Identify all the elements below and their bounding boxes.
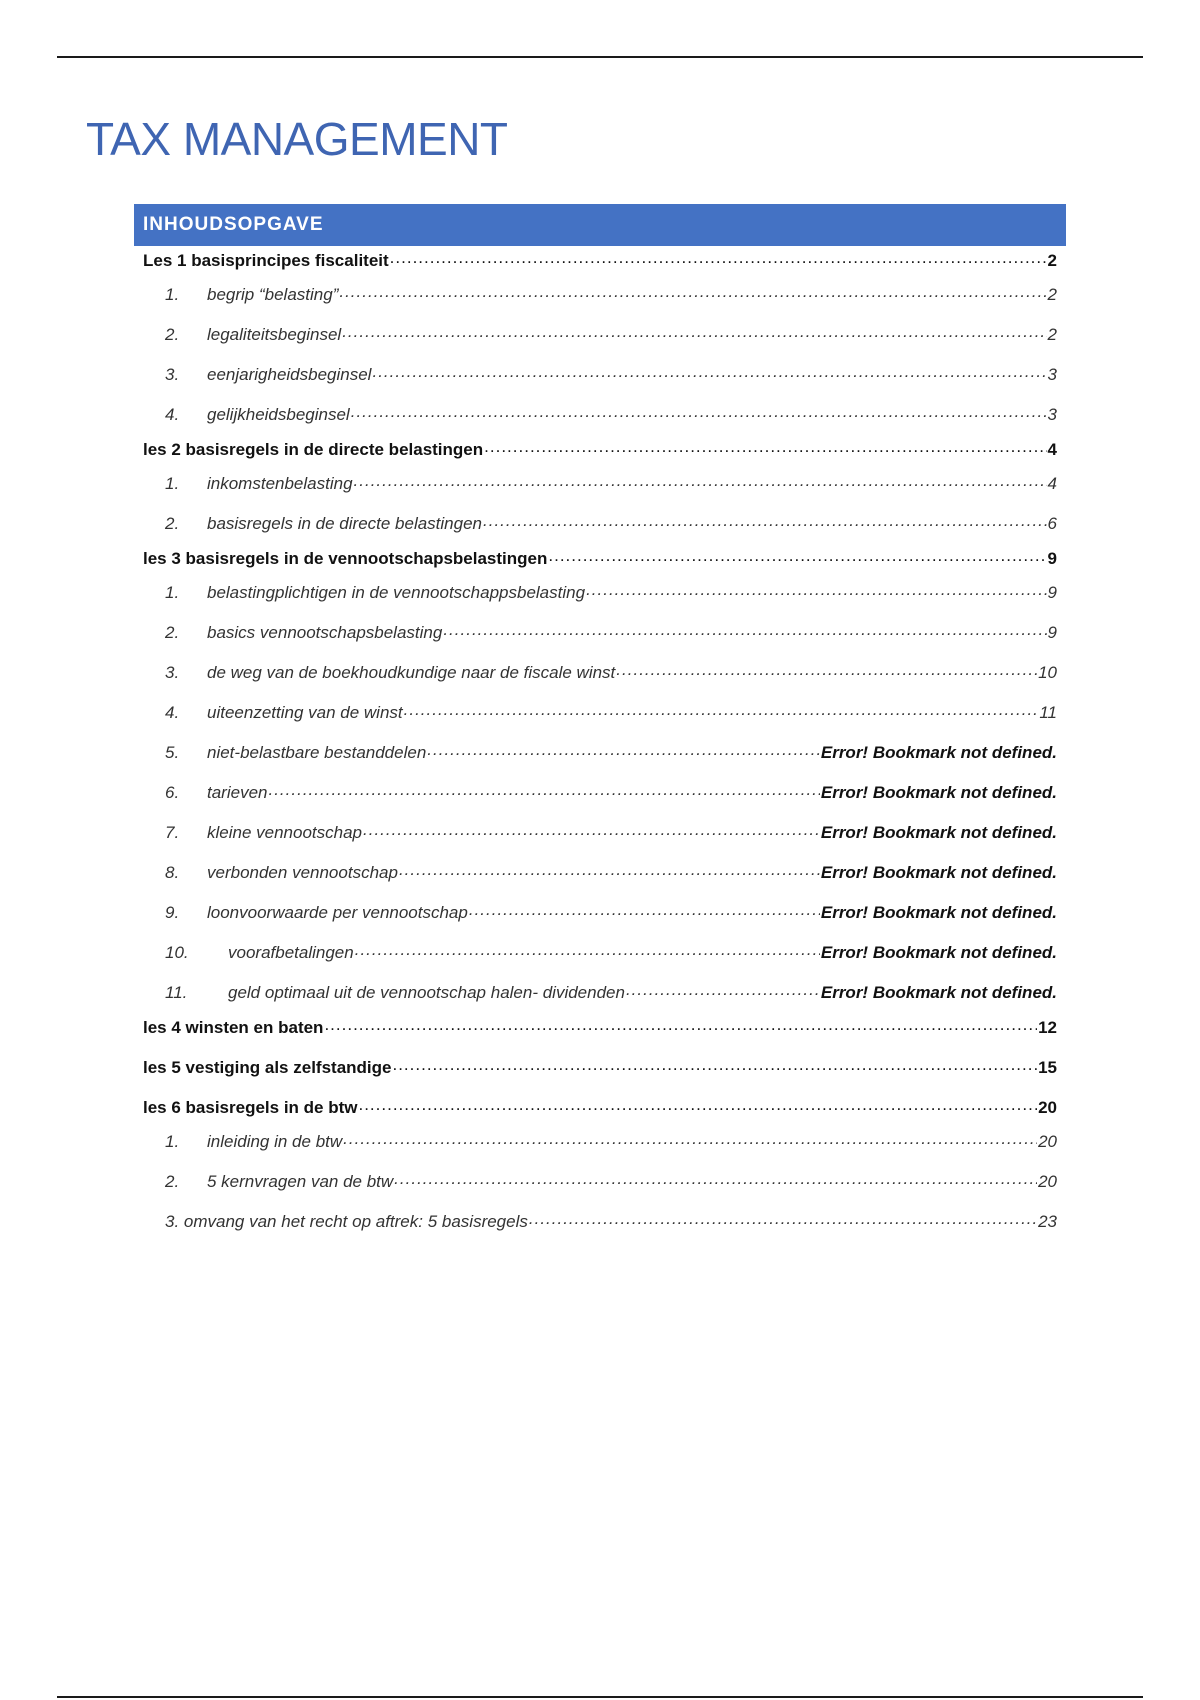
toc-entry[interactable]: [134, 246, 1066, 275]
toc-entry-label: les 6 basisregels in de btw: [143, 1098, 358, 1117]
toc-entry-page: 2: [1047, 285, 1057, 304]
document-title: TAX MANAGEMENT: [86, 113, 508, 165]
toc-entry-page: 6: [1047, 514, 1057, 533]
toc-entry-page: 4: [1047, 440, 1057, 459]
toc-entries: [134, 246, 1066, 1242]
toc-entry-label: kleine vennootschap: [207, 823, 363, 842]
dot-leader: [339, 283, 1046, 300]
toc-entry[interactable]: [134, 733, 1066, 773]
toc-entry-page: Error! Bookmark not defined.: [820, 823, 1057, 842]
toc-entry-label: de weg van de boekhoudkundige naar de fiscale winst: [207, 663, 616, 682]
toc-entry-label: gelijkheidsbeginsel: [207, 405, 350, 424]
toc-entry-number: 2.: [165, 623, 180, 642]
toc-entry-number: 4.: [165, 405, 180, 424]
toc-entry-label: loonvoorwaarde per vennootschap: [207, 903, 468, 922]
toc-entry[interactable]: [134, 275, 1066, 315]
toc-entry-page: 2: [1047, 325, 1057, 344]
dot-leader: [483, 512, 1047, 529]
dot-leader: [404, 701, 1039, 718]
toc-entry-number: 10.: [165, 943, 189, 962]
toc-entry[interactable]: [134, 933, 1066, 973]
toc-entry-number: 7.: [165, 823, 180, 842]
dot-leader: [548, 547, 1046, 564]
dot-leader: [616, 661, 1037, 678]
dot-leader: [394, 1170, 1037, 1187]
toc-entry-number: 8.: [165, 863, 180, 882]
toc-entry-page: 20: [1038, 1172, 1057, 1191]
toc-entry[interactable]: [134, 573, 1066, 613]
toc-entry-page: Error! Bookmark not defined.: [820, 783, 1057, 802]
toc-entry[interactable]: [134, 1202, 1066, 1242]
toc-entry-number: 11.: [165, 983, 188, 1002]
dot-leader: [363, 821, 820, 838]
toc-entry[interactable]: [134, 395, 1066, 435]
toc-entry-page: Error! Bookmark not defined.: [820, 863, 1057, 882]
toc-entry-label: les 3 basisregels in de vennootschapsbelastingen: [143, 549, 548, 568]
toc-entry-page: Error! Bookmark not defined.: [820, 903, 1057, 922]
toc-entry[interactable]: [134, 315, 1066, 355]
table-of-contents: [134, 204, 1066, 1242]
toc-entry-page: Error! Bookmark not defined.: [820, 743, 1057, 762]
toc-entry-label: geld optimaal uit de vennootschap halen- dividenden: [228, 983, 625, 1002]
toc-entry-number: 1.: [165, 1132, 180, 1151]
toc-entry[interactable]: [134, 973, 1066, 1013]
toc-entry-label: les 2 basisregels in de directe belastingen: [143, 440, 484, 459]
toc-entry-page: 3: [1047, 405, 1057, 424]
dot-leader: [443, 621, 1046, 638]
toc-entry-label: Les 1 basisprincipes fiscaliteit: [143, 251, 389, 270]
toc-entry-label: 3. omvang van het recht op aftrek: 5 basisregels: [165, 1212, 528, 1231]
toc-entry[interactable]: [134, 693, 1066, 733]
toc-entry-label: legaliteitsbeginsel: [207, 325, 342, 344]
toc-entry-page: 9: [1047, 583, 1057, 602]
toc-entry[interactable]: [134, 613, 1066, 653]
toc-entry-label: tarieven: [207, 783, 268, 802]
dot-leader: [354, 472, 1047, 489]
dot-leader: [469, 901, 820, 918]
toc-entry[interactable]: [134, 813, 1066, 853]
dot-leader: [343, 1130, 1037, 1147]
toc-entry-page: 12: [1038, 1018, 1057, 1037]
toc-entry-number: 1.: [165, 583, 180, 602]
toc-entry[interactable]: [134, 1162, 1066, 1202]
toc-entry-label: niet-belastbare bestanddelen: [207, 743, 427, 762]
toc-entry[interactable]: [134, 1013, 1066, 1042]
toc-entry-page: 4: [1047, 474, 1057, 493]
toc-entry-number: 2.: [165, 1172, 180, 1191]
dot-leader: [427, 741, 820, 758]
toc-entry-number: 6.: [165, 783, 180, 802]
toc-entry[interactable]: [134, 1053, 1066, 1082]
toc-entry-page: Error! Bookmark not defined.: [820, 943, 1057, 962]
top-rule: [57, 56, 1143, 58]
dot-leader: [626, 981, 820, 998]
toc-entry[interactable]: [134, 435, 1066, 464]
dot-leader: [324, 1016, 1037, 1033]
toc-entry-page: 10: [1038, 663, 1057, 682]
dot-leader: [351, 403, 1047, 420]
dot-leader: [586, 581, 1046, 598]
toc-entry-page: 2: [1047, 251, 1057, 270]
toc-entry-label: begrip “belasting”: [207, 285, 339, 304]
toc-entry-label: inleiding in de btw: [207, 1132, 343, 1151]
toc-entry[interactable]: [134, 504, 1066, 544]
bottom-rule: [57, 1696, 1143, 1698]
toc-entry-label: eenjarigheidsbeginsel: [207, 365, 372, 384]
dot-leader: [392, 1056, 1037, 1073]
dot-leader: [484, 438, 1046, 455]
dot-leader: [268, 781, 819, 798]
toc-entry-number: 1.: [165, 285, 180, 304]
toc-entry-label: 5 kernvragen van de btw: [207, 1172, 394, 1191]
toc-entry-label: belastingplichtigen in de vennootschappsbelasting: [207, 583, 586, 602]
toc-entry-page: 20: [1038, 1098, 1057, 1117]
toc-entry-number: 3.: [165, 663, 180, 682]
dot-leader: [358, 1096, 1037, 1113]
toc-entry-page: 9: [1047, 623, 1057, 642]
toc-entry-label: basisregels in de directe belastingen: [207, 514, 483, 533]
dot-leader: [529, 1210, 1037, 1227]
dot-leader: [372, 363, 1046, 380]
toc-heading: INHOUDSOPGAVE: [134, 204, 1066, 246]
toc-entry-number: 2.: [165, 325, 180, 344]
toc-entry[interactable]: [134, 653, 1066, 693]
toc-entry-page: 15: [1038, 1058, 1057, 1077]
toc-entry-number: 1.: [165, 474, 180, 493]
toc-entry[interactable]: [134, 893, 1066, 933]
toc-entry[interactable]: [134, 355, 1066, 395]
toc-entry-number: 2.: [165, 514, 180, 533]
toc-entry-page: Error! Bookmark not defined.: [820, 983, 1057, 1002]
toc-entry-label: basics vennootschapsbelasting: [207, 623, 443, 642]
toc-entry-label: les 4 winsten en baten: [143, 1018, 324, 1037]
dot-leader: [390, 249, 1047, 266]
toc-entry-number: 3.: [165, 365, 180, 384]
toc-entry[interactable]: [134, 1093, 1066, 1122]
toc-entry-page: 3: [1047, 365, 1057, 384]
toc-entry-number: 4.: [165, 703, 180, 722]
toc-entry[interactable]: [134, 773, 1066, 813]
toc-entry-number: 5.: [165, 743, 180, 762]
toc-entry-label: voorafbetalingen: [228, 943, 354, 962]
toc-entry-label: les 5 vestiging als zelfstandige: [143, 1058, 392, 1077]
dot-leader: [355, 941, 820, 958]
toc-entry-page: 11: [1039, 703, 1057, 722]
toc-entry-number: 9.: [165, 903, 180, 922]
toc-entry-page: 20: [1038, 1132, 1057, 1151]
toc-entry-label: uiteenzetting van de winst: [207, 703, 403, 722]
toc-entry[interactable]: [134, 1122, 1066, 1162]
toc-entry[interactable]: [134, 464, 1066, 504]
dot-leader: [399, 861, 820, 878]
toc-entry-label: verbonden vennootschap: [207, 863, 398, 882]
toc-entry-page: 23: [1038, 1212, 1057, 1231]
dot-leader: [342, 323, 1046, 340]
toc-entry[interactable]: [134, 544, 1066, 573]
toc-entry[interactable]: [134, 853, 1066, 893]
toc-entry-label: inkomstenbelasting: [207, 474, 353, 493]
toc-entry-page: 9: [1047, 549, 1057, 568]
